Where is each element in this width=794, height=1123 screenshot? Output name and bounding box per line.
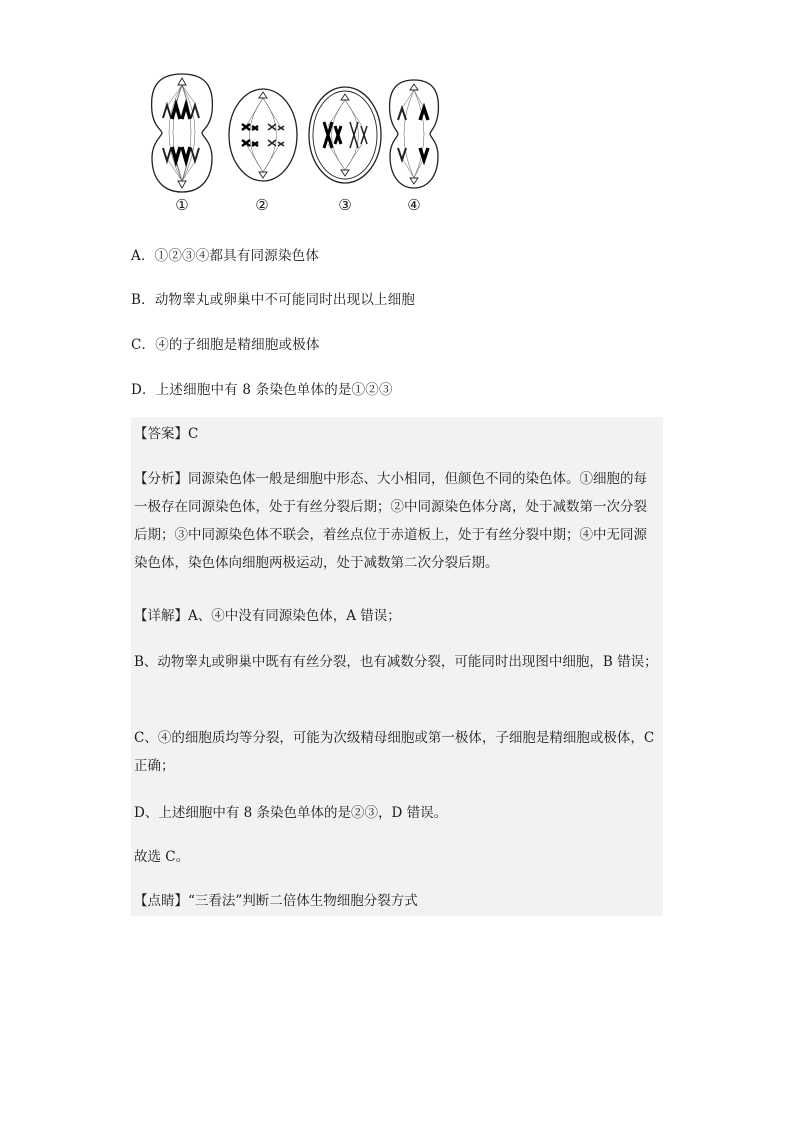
conclusion: 故选 C。: [134, 849, 190, 865]
detail-b: B、动物睾丸或卵巢中既有有丝分裂，也有减数分裂，可能同时出现图中细胞，B 错误；: [134, 654, 658, 670]
option-c: C．④的子细胞是精细胞或极体: [131, 337, 320, 353]
cell-4-label: ④: [407, 196, 421, 214]
cell-3-label: ③: [338, 196, 352, 214]
option-d: D．上述细胞中有 8 条染色单体的是①②③: [131, 382, 393, 398]
tip: 【点睛】“三看法”判断二倍体生物细胞分裂方式: [134, 893, 418, 909]
detail-d: D、上述细胞中有 8 条染色单体的是②③，D 错误。: [134, 805, 448, 821]
cell-3-diagram: [306, 84, 384, 186]
option-b: B．动物睾丸或卵巢中不可能同时出现以上细胞: [131, 292, 416, 308]
cell-1-label: ①: [175, 196, 189, 214]
cell-2-diagram: [226, 86, 300, 184]
analysis-text: 【分析】同源染色体一般是细胞中形态、大小相同，但颜色不同的染色体。①细胞的每一极存在同源染色体，处于有丝分裂后期；②中同源染色体分离，处于减数第一次分裂后期；③中同源染色体不联会，着丝点位于赤道板上，处于有丝分裂中期；④中无同源染色体，染色体向细胞两极运动，处于减数第二次分裂后期。: [134, 471, 647, 571]
cell-2-label: ②: [255, 196, 269, 214]
detail-c: C、④的细胞质均等分裂，可能为次级精母细胞或第一极体，子细胞是精细胞或极体，C 正确；: [134, 730, 655, 774]
cell-4-diagram: [384, 78, 444, 190]
answer-label: 【答案】C: [134, 426, 199, 442]
cell-1-diagram: [146, 72, 218, 194]
detail-a: 【详解】A、④中没有同源染色体，A 错误；: [134, 608, 401, 624]
cell-division-figure: [140, 72, 450, 220]
option-a: A．①②③④都具有同源染色体: [131, 248, 320, 264]
